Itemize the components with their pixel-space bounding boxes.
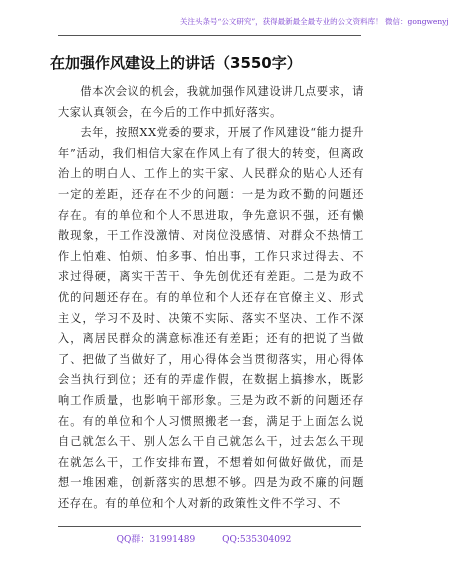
footer-qq: QQ:535304092: [222, 535, 292, 545]
header-note: 关注头条号“公文研究”，获得最新最全最专业的公文资料库！ 微信：gongwenyj: [180, 17, 449, 26]
document-body: [58, 82, 364, 514]
footer-qq-group: QQ群：31991489: [116, 535, 196, 545]
paragraph-main: 去年，按照XX党委的要求，开展了作风建设“能力提升年”活动，我们相信大家在作风上有了很大的转变，但离政治上的明白人、工作上的实干家、人民群众的贴心人还有一定的差距，还存在不少的问题：一是为政不勤的问题还存在。有的单位和个人不思进取，争先意识不强，还有懒散现象，干工作没激情、对岗位没感情、对群众不热情工作上怕难、怕烦、怕多事、怕出事，工作只求过得去、不求过得硬，离实干苦干、争先创优还有差距。二是为政不优的问题还存在。有的单位和个人还存在官僚主义、形式主义，学习不及时、决策不实际、落实不坚决、工作不深入，离居民群众的满意标准还有差距；还有的把说了当做了、把做了当做好了，用心得体会当贯彻落实，用心得体会当执行到位；还有的弄虚作假，在数据上搞掺水，既影响工作质量，也影响干部形象。三是为政不新的问题还存在。有的单位和个人习惯照搬老一套，满足于上面怎么说自己就怎么干、别人怎么干自己就怎么干，过去怎么干现在就怎么干，工作安排布置，不想着如何做好做优，而是想一堆困难，创新落实的思想不够。四是为政不廉的问题还存在。有的单位和个人对新的政策性文件不学习、不: [58, 126, 364, 510]
footer: [0, 532, 408, 545]
footer-divider: [58, 526, 361, 527]
header-divider: [58, 35, 361, 36]
paragraph-intro: 借本次会议的机会，我就加强作风建设讲几点要求，请大家认真领会，在今后的工作中抓好落实。: [58, 85, 364, 119]
document-title: 在加强作风建设上的讲话（3550字）: [50, 54, 302, 72]
